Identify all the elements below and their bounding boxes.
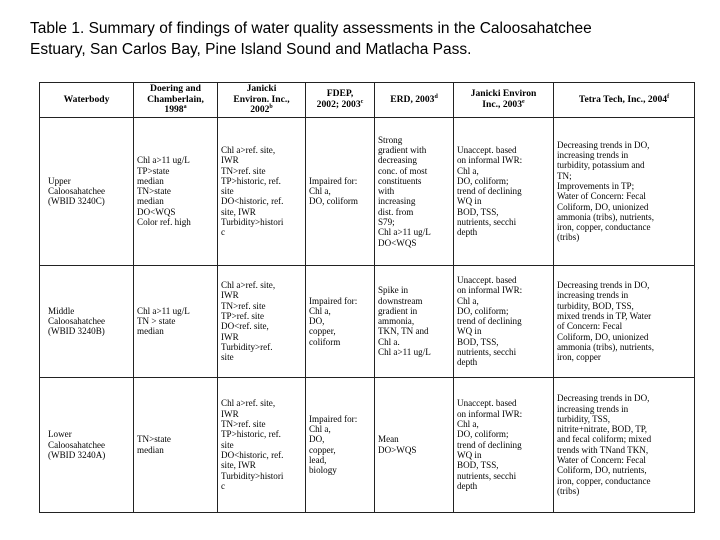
findings-table-container (39, 82, 694, 511)
header-row (40, 83, 695, 118)
header-doering-chamberlain: Doering and Chamberlain, 1998$^a$ (134, 83, 218, 118)
cell-janicki-2003: Unaccept. based on informal IWR: Chl a, DO, coliform; trend of declining WQ in BOD, TSS, nutrients, secchi depth (454, 265, 554, 377)
cell-waterbody: Upper Caloosahatchee (WBID 3240C) (40, 117, 134, 265)
cell-doering: Chl a>11 ug/L TP>state median TN>state median DO<WQS Color ref. high (134, 117, 218, 265)
caption-line-1: Table 1. Summary of findings of water quality assessments in the Caloosahatchee (30, 20, 592, 37)
table-row-middle (40, 265, 695, 377)
cell-fdep: Impaired for: Chl a, DO, coliform (306, 117, 375, 265)
cell-janicki-2003: Unaccept. based on informal IWR: Chl a, DO, coliform; trend of declining WQ in BOD, TSS, nutrients, secchi depth (454, 377, 554, 512)
cell-tetra-tech: Decreasing trends in DO, increasing trends in turbidity, potassium and TN; Improvements in TP; Water of Concern: Fecal Coliform, DO, unionized ammonia (tribs), nutrients, iron, copper, conductance (tribs) (554, 117, 695, 265)
cell-waterbody: Lower Caloosahatchee (WBID 3240A) (40, 377, 134, 512)
header-waterbody: Waterbody (40, 83, 134, 118)
cell-janicki-2002: Chl a>ref. site, IWR TN>ref. site TP>historic, ref. site DO<historic, ref. site, IWR Turbidity>histori c (218, 377, 306, 512)
cell-erd: Mean DO>WQS (375, 377, 454, 512)
table-caption (30, 18, 700, 60)
cell-doering: TN>state median (134, 377, 218, 512)
cell-fdep: Impaired for: Chl a, DO, copper, lead, biology (306, 377, 375, 512)
table-row-lower (40, 377, 695, 512)
cell-doering: Chl a>11 ug/L TN > state median (134, 265, 218, 377)
header-tetra-tech: Tetra Tech, Inc., 2004$^f$ (554, 83, 695, 118)
header-erd: ERD, 2003$^d$ (375, 83, 454, 118)
header-fdep: FDEP, 2002; 2003$^c$ (306, 83, 375, 118)
cell-waterbody: Middle Caloosahatchee (WBID 3240B) (40, 265, 134, 377)
cell-tetra-tech: Decreasing trends in DO, increasing trends in turbidity, TSS, nitrite+nitrate, BOD, TP, and fecal coliform; mixed trends with TNand TKN, Water of Concern: Fecal Coliform, DO, nutrients, iron, copper, conductance (tribs) (554, 377, 695, 512)
cell-janicki-2002: Chl a>ref. site, IWR TN>ref. site TP>ref. site DO<ref. site, IWR Turbidity>ref. site (218, 265, 306, 377)
cell-erd: Spike in downstream gradient in ammonia, TKN, TN and Chl a. Chl a>11 ug/L (375, 265, 454, 377)
header-janicki-2003: Janicki Environ Inc., 2003e (454, 83, 554, 118)
cell-tetra-tech: Decreasing trends in DO, increasing trends in turbidity, BOD, TSS, mixed trends in TP, Water of Concern: Fecal Coliform, DO, unionized ammonia (tribs), nutrients, iron, copper (554, 265, 695, 377)
caption-line-2: Estuary, San Carlos Bay, Pine Island Sound and Matlacha Pass. (30, 41, 472, 58)
cell-janicki-2003: Unaccept. based on informal IWR: Chl a, DO, coliform; trend of declining WQ in BOD, TSS, nutrients, secchi depth (454, 117, 554, 265)
header-janicki-2002: Janicki Environ. Inc., 2002$^b$ (218, 83, 306, 118)
cell-janicki-2002: Chl a>ref. site, IWR TN>ref. site TP>historic, ref. site DO<historic, ref. site, IWR Turbidity>histori c (218, 117, 306, 265)
table-row-upper (40, 117, 695, 265)
cell-fdep: Impaired for: Chl a, DO, copper, coliform (306, 265, 375, 377)
cell-erd: Strong gradient with decreasing conc. of most constituents with increasing dist. from S79; Chl a>11 ug/L DO<WQS (375, 117, 454, 265)
findings-table (39, 82, 695, 513)
